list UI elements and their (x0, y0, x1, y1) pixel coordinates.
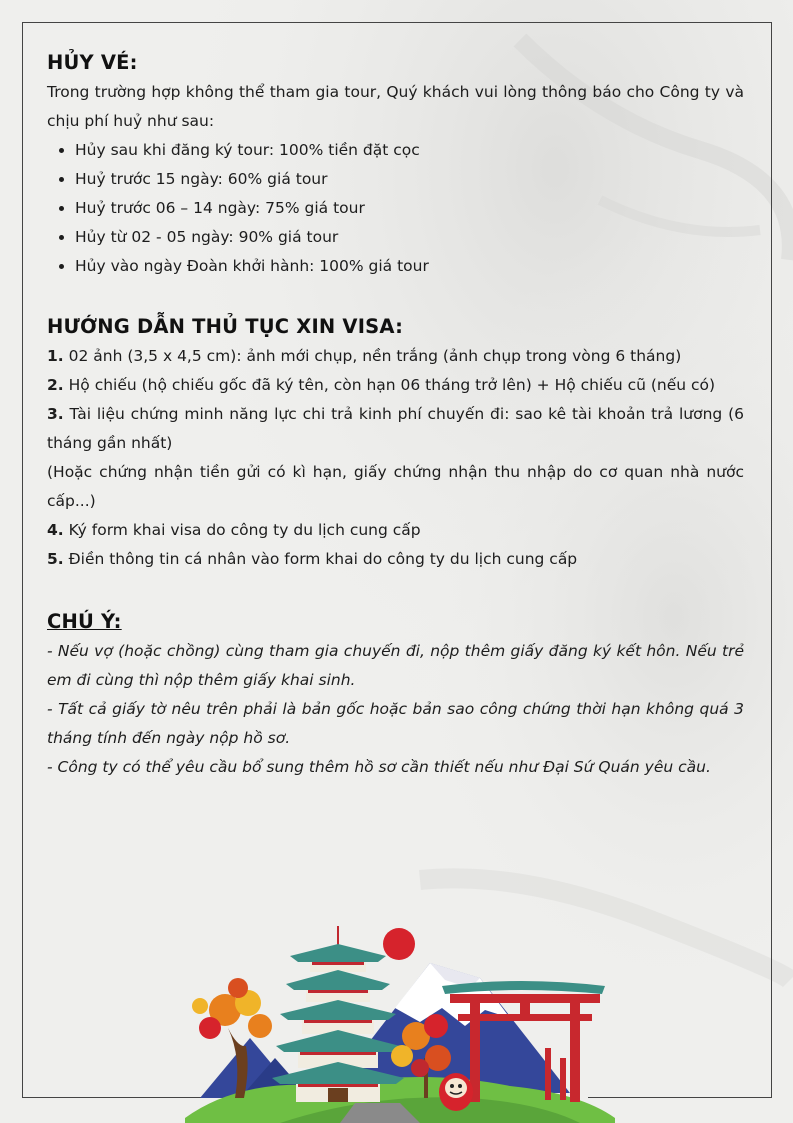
cancellation-section (47, 48, 744, 281)
document-content (47, 48, 744, 782)
japan-landscape-illustration (180, 918, 620, 1123)
step-number: 3. (47, 405, 64, 423)
step-number: 4. (47, 521, 64, 539)
frame-left-border (22, 22, 23, 1098)
step-text: Ký form khai visa do công ty du lịch cung cấp (68, 521, 421, 539)
daruma-doll-icon (439, 1073, 473, 1111)
list-item: Hủy vào ngày Đoàn khởi hành: 100% giá tour (47, 252, 744, 281)
step-number: 2. (47, 376, 64, 394)
list-item: Hủy từ 02 - 05 ngày: 90% giá tour (47, 223, 744, 252)
step-number: 1. (47, 347, 64, 365)
visa-step (47, 371, 744, 400)
visa-step (47, 342, 744, 371)
visa-step (47, 400, 744, 458)
cancellation-heading: HỦY VÉ: (47, 51, 138, 74)
step-text: 02 ảnh (3,5 x 4,5 cm): ảnh mới chụp, nền trắng (ảnh chụp trong vòng 6 tháng) (68, 347, 682, 365)
frame-top-border (22, 22, 772, 23)
visa-step (47, 545, 744, 574)
frame-right-border (771, 22, 772, 1098)
note-item: - Tất cả giấy tờ nêu trên phải là bản gốc hoặc bản sao công chứng thời hạn không quá 3 tháng tính đến ngày nộp hồ sơ. (47, 700, 744, 747)
visa-step (47, 516, 744, 545)
visa-heading: HƯỚNG DẪN THỦ TỤC XIN VISA: (47, 315, 404, 338)
note-item: - Công ty có thể yêu cầu bổ sung thêm hồ sơ cần thiết nếu như Đại Sứ Quán yêu cầu. (47, 758, 711, 776)
pagoda-icon (272, 926, 404, 1102)
step-number: 5. (47, 550, 64, 568)
step-text: Điền thông tin cá nhân vào form khai do công ty du lịch cung cấp (68, 550, 578, 568)
step-text: (Hoặc chứng nhận tiền gửi có kì hạn, giấy chứng nhận thu nhập do cơ quan nhà nước cấp...) (47, 463, 744, 510)
visa-step-note (47, 458, 744, 516)
notes-section (47, 607, 744, 782)
list-item: Hủy sau khi đăng ký tour: 100% tiền đặt cọc (47, 136, 744, 165)
cancellation-intro: Trong trường hợp không thể tham gia tour, Quý khách vui lòng thông báo cho Công ty và chịu phí huỷ như sau: (47, 83, 744, 130)
list-item: Huỷ trước 06 – 14 ngày: 75% giá tour (47, 194, 744, 223)
cancellation-fee-list (47, 136, 744, 281)
rising-sun-icon (383, 928, 415, 960)
step-text: Tài liệu chứng minh năng lực chi trả kinh phí chuyến đi: sao kê tài khoản trả lương (6 tháng gần nhất) (47, 405, 744, 452)
list-item: Huỷ trước 15 ngày: 60% giá tour (47, 165, 744, 194)
note-item: - Nếu vợ (hoặc chồng) cùng tham gia chuyến đi, nộp thêm giấy đăng ký kết hôn. Nếu trẻ em đi cùng thì nộp thêm giấy khai sinh. (47, 642, 744, 689)
notes-heading: CHÚ Ý: (47, 610, 122, 633)
visa-section (47, 312, 744, 574)
step-text: Hộ chiếu (hộ chiếu gốc đã ký tên, còn hạn 06 tháng trở lên) + Hộ chiếu cũ (nếu có) (68, 376, 716, 394)
